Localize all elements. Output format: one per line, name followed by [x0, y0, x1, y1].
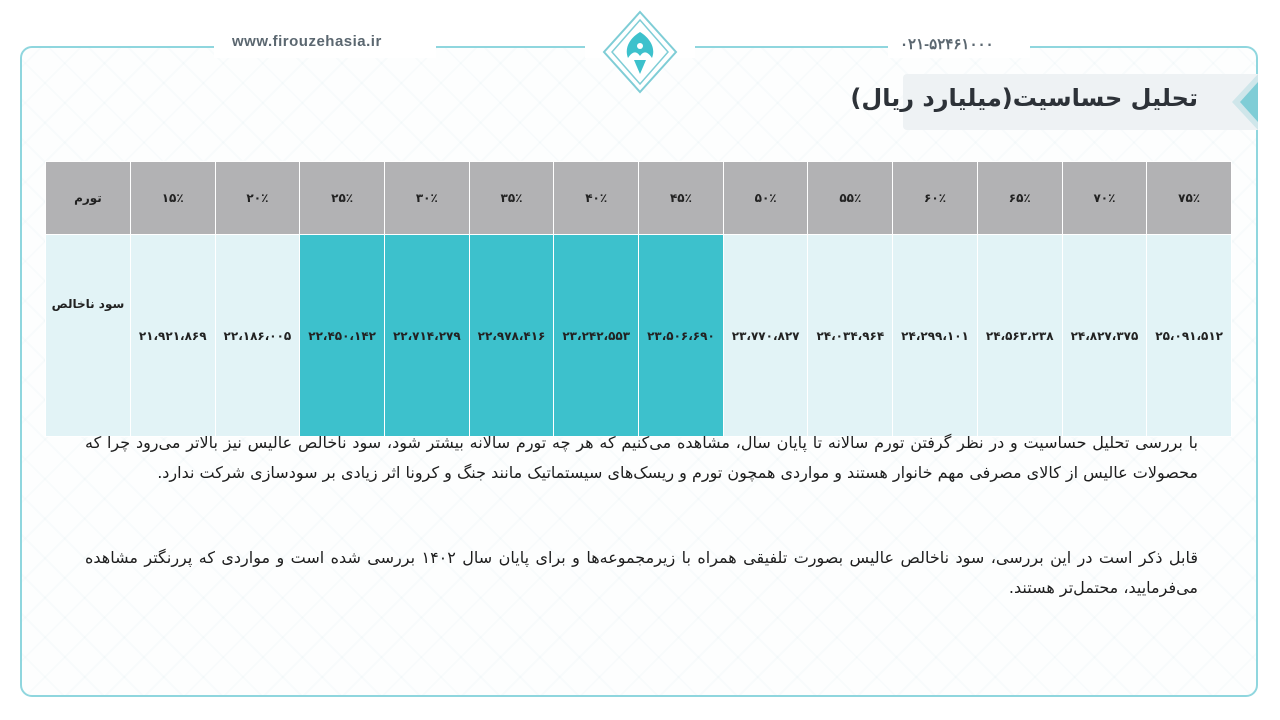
value-cell: ۲۴،۸۲۷،۳۷۵ [1062, 235, 1147, 437]
note-paragraph: قابل ذکر است در این بررسی، سود ناخالص عالیس بصورت تلفیقی همراه با زیرمجموعه‌ها و برای پایان سال ۱۴۰۲ بررسی شده است و مواردی که پررنگتر مشاهده می‌فرمایید، محتمل‌تر هستند. [85, 548, 1199, 597]
website-url[interactable]: www.firouzehasia.ir [232, 33, 382, 50]
value-cell: ۲۱،۹۲۱،۸۶۹ [130, 235, 215, 437]
row-label-gross-profit: سود ناخالص [46, 235, 131, 437]
title-tab-accent [1240, 82, 1258, 122]
sensitivity-table [45, 161, 1232, 437]
table-header-row [46, 162, 1232, 235]
header-cell: ۷۵٪ [1147, 162, 1232, 235]
header-cell: ۷۰٪ [1062, 162, 1147, 235]
table-value-row [46, 235, 1232, 437]
value-cell-highlighted: ۲۲،۹۷۸،۴۱۶ [469, 235, 554, 437]
value-cell: ۲۴،۰۳۴،۹۶۴ [808, 235, 893, 437]
value-cell-highlighted: ۲۳،۲۴۲،۵۵۳ [554, 235, 639, 437]
header-cell: ۲۰٪ [215, 162, 300, 235]
value-cell: ۲۴،۵۶۳،۲۳۸ [977, 235, 1062, 437]
phone-number: ۰۲۱-۵۲۴۶۱۰۰۰ [900, 36, 994, 53]
value-cell-highlighted: ۲۳،۵۰۶،۶۹۰ [639, 235, 724, 437]
row-label-inflation: تورم [46, 162, 131, 235]
header-cell: ۲۵٪ [300, 162, 385, 235]
title-bar [850, 74, 1258, 130]
header-cell: ۴۵٪ [639, 162, 724, 235]
header-cell: ۳۰٪ [384, 162, 469, 235]
header-cell: ۳۵٪ [469, 162, 554, 235]
analysis-paragraph: با بررسی تحلیل حساسیت و در نظر گرفتن تورم سالانه تا پایان سال، مشاهده می‌کنیم که هر چه تورم سالانه بیشتر شود، سود ناخالص عالیس نیز بالاتر می‌رود چرا که محصولات عالیس از کالای مصرفی مهم خانوار هستند و مواردی همچون تورم و ریسک‌های سیستماتیک مانند جنگ و کرونا اثر زیادی بر سودسازی شرکت ندارد. [85, 433, 1198, 482]
header-cell: ۵۵٪ [808, 162, 893, 235]
value-cell: ۲۵،۰۹۱،۵۱۲ [1147, 235, 1232, 437]
header-cell: ۵۰٪ [723, 162, 808, 235]
header-cell: ۴۰٪ [554, 162, 639, 235]
header-cell: ۶۰٪ [893, 162, 978, 235]
value-cell-highlighted: ۲۲،۷۱۴،۲۷۹ [384, 235, 469, 437]
value-cell: ۲۳،۷۷۰،۸۲۷ [723, 235, 808, 437]
value-cell: ۲۴،۲۹۹،۱۰۱ [893, 235, 978, 437]
header-cell: ۱۵٪ [130, 162, 215, 235]
page-title: تحلیل حساسیت(میلیارد ریال) [850, 84, 1198, 112]
firouzeh-asia-logo [600, 8, 680, 96]
value-cell-highlighted: ۲۲،۴۵۰،۱۴۲ [300, 235, 385, 437]
value-cell: ۲۲،۱۸۶،۰۰۵ [215, 235, 300, 437]
header-cell: ۶۵٪ [977, 162, 1062, 235]
